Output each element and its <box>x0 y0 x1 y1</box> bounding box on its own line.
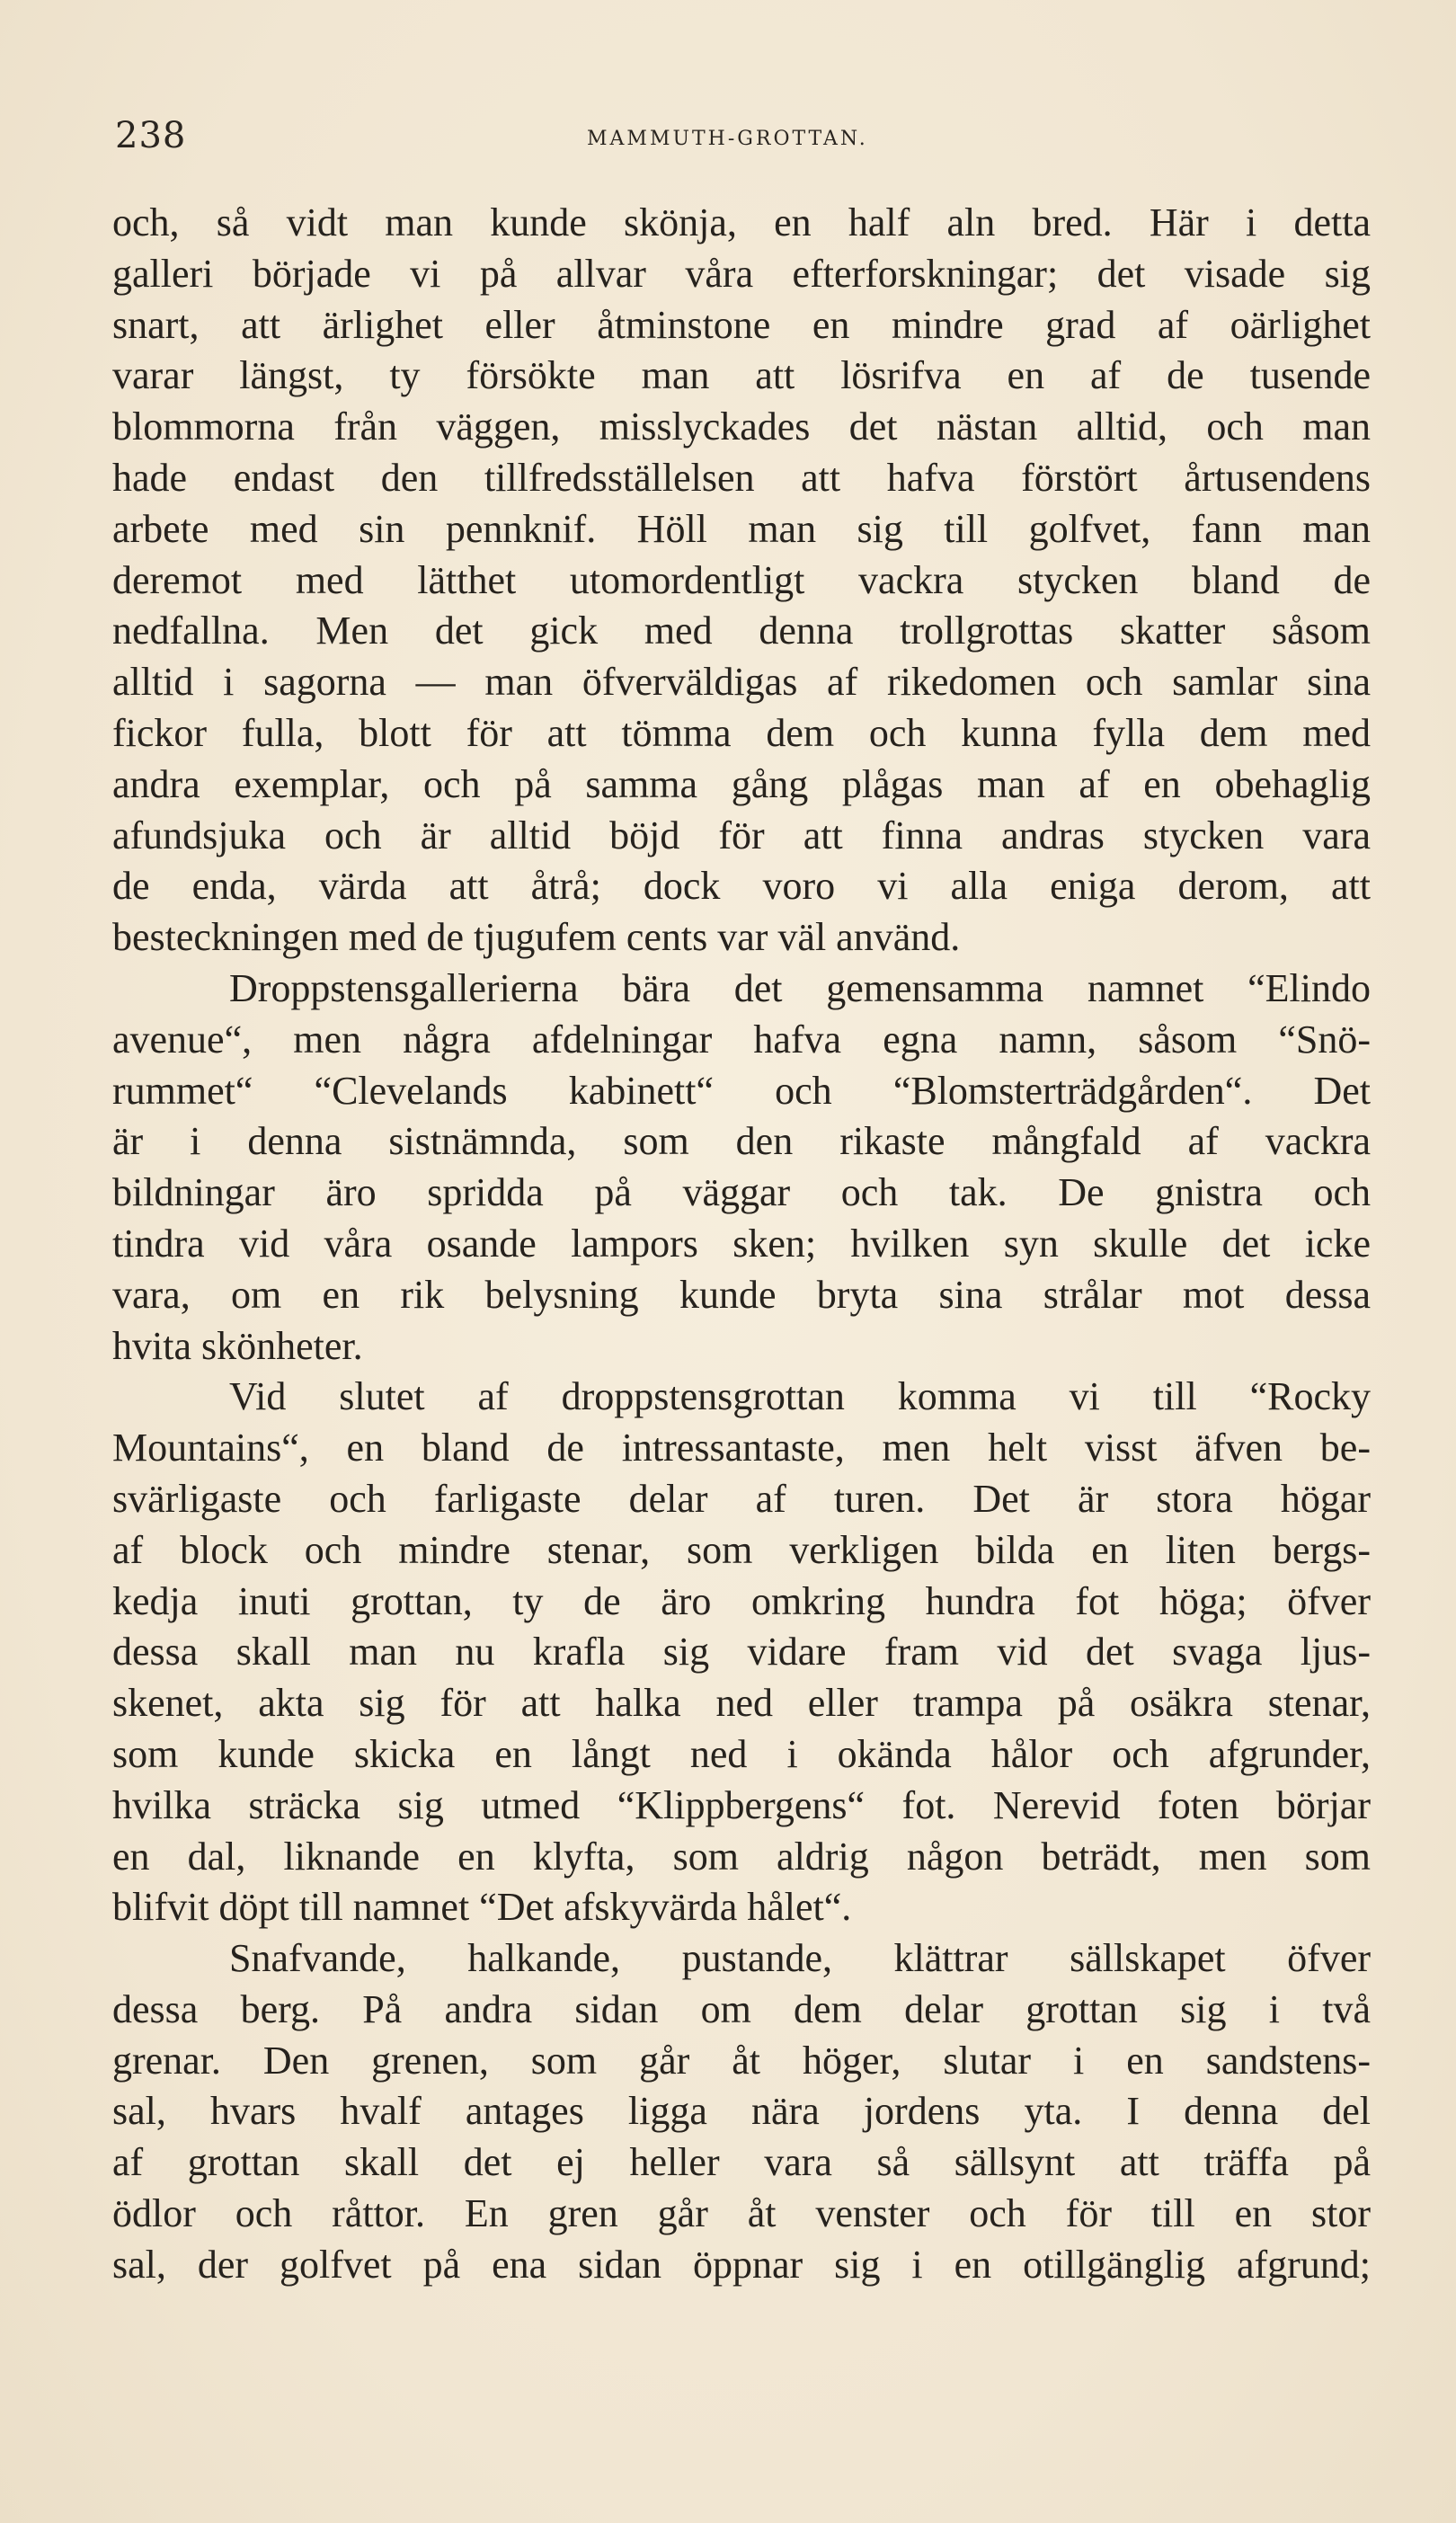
page-number: 238 <box>115 115 187 156</box>
text-line: skenet, akta sig för att halka ned eller trampa på osäkra stenar, <box>112 1681 1371 1726</box>
text-line: Droppstensgallerierna bära det gemensamma namnet “Elindo <box>229 965 1371 1010</box>
text-line: sal, der golfvet på ena sidan öppnar sig i en otillgänglig afgrund; <box>112 2242 1371 2287</box>
text-line: deremot med lätthet utomordentligt vackra stycken bland de <box>112 557 1371 602</box>
text-line: Vid slutet af droppstensgrottan komma vi till “Rocky <box>229 1374 1371 1419</box>
running-head: MAMMUTH-GROTTAN. <box>587 128 868 150</box>
text-line: galleri började vi på allvar våra efterforskningar; det visade sig <box>112 251 1371 296</box>
text-line: snart, att ärlighet eller åtminstone en mindre grad af oärlighet <box>112 302 1371 347</box>
text-line: dessa berg. På andra sidan om dem delar grottan sig i två <box>112 1986 1371 2031</box>
text-line: kedja inuti grottan, ty de äro omkring hundra fot höga; öfver <box>112 1578 1371 1623</box>
text-line: besteckningen med de tjugufem cents var väl använd. <box>112 915 961 960</box>
text-line: afundsjuka och är alltid böjd för att finna andras stycken vara <box>112 813 1371 857</box>
text-line: varar längst, ty försökte man att lösrifva en af de tusende <box>112 353 1371 398</box>
text-line: är i denna sistnämnda, som den rikaste mångfald af vackra <box>112 1119 1371 1164</box>
text-line: som kunde skicka en långt ned i okända hålor och afgrunder, <box>112 1731 1371 1776</box>
text-line: och, så vidt man kunde skönja, en half aln bred. Här i detta <box>112 200 1371 244</box>
text-line: ödlor och råttor. En gren går åt venster och för till en stor <box>112 2191 1371 2236</box>
text-line: vara, om en rik belysning kunde bryta sina strålar mot dessa <box>112 1272 1371 1317</box>
text-line: hvilka sträcka sig utmed “Klippbergens“ fot. Nerevid foten börjar <box>112 1782 1371 1827</box>
text-line: avenue“, men några afdelningar hafva egna namn, såsom “Snö- <box>112 1017 1371 1062</box>
text-line: en dal, liknande en klyfta, som aldrig någon beträdt, men som <box>112 1834 1371 1879</box>
text-line: grenar. Den grenen, som går åt höger, slutar i en sandstens- <box>112 2038 1371 2083</box>
text-line: alltid i sagorna — man öfverväldigas af rikedomen och samlar sina <box>112 660 1371 705</box>
text-line: blifvit döpt till namnet “Det afskyvärda hålet“. <box>112 1885 852 1930</box>
text-line: de enda, värda att åtrå; dock voro vi alla eniga derom, att <box>112 864 1371 909</box>
text-line: Snafvande, halkande, pustande, klättrar sällskapet öfver <box>229 1936 1371 1981</box>
text-line: sal, hvars hvalf antages ligga nära jordens yta. I denna del <box>112 2089 1371 2134</box>
page-header <box>115 115 1373 169</box>
text-line: rummet“ “Clevelands kabinett“ och “Blomsterträdgården“. Det <box>112 1068 1371 1113</box>
text-line: bildningar äro spridda på väggar och tak. De gnistra och <box>112 1170 1371 1215</box>
text-line: Mountains“, en bland de intressantaste, men helt visst äfven be- <box>112 1426 1371 1470</box>
body-text <box>112 198 1371 2291</box>
text-line: af grottan skall det ej heller vara så sällsynt att träffa på <box>112 2140 1371 2185</box>
text-line: svärligaste och farligaste delar af turen. Det är stora högar <box>112 1476 1371 1521</box>
text-line: dessa skall man nu krafla sig vidare fram vid det svaga ljus- <box>112 1630 1371 1675</box>
text-line: andra exemplar, och på samma gång plågas man af en obehaglig <box>112 761 1371 806</box>
text-line: fickor fulla, blott för att tömma dem och kunna fylla dem med <box>112 710 1371 755</box>
text-line: tindra vid våra osande lampors sken; hvilken syn skulle det icke <box>112 1221 1371 1266</box>
text-line: af block och mindre stenar, som verkligen bilda en liten bergs- <box>112 1527 1371 1572</box>
text-line: hvita skönheter. <box>112 1323 363 1368</box>
text-line: blommorna från väggen, misslyckades det nästan alltid, och man <box>112 404 1371 449</box>
text-line: hade endast den tillfredsställelsen att hafva förstört årtusendens <box>112 455 1371 500</box>
text-line: arbete med sin pennknif. Höll man sig till golfvet, fann man <box>112 506 1371 551</box>
text-line: nedfallna. Men det gick med denna trollgrottas skatter såsom <box>112 609 1371 653</box>
